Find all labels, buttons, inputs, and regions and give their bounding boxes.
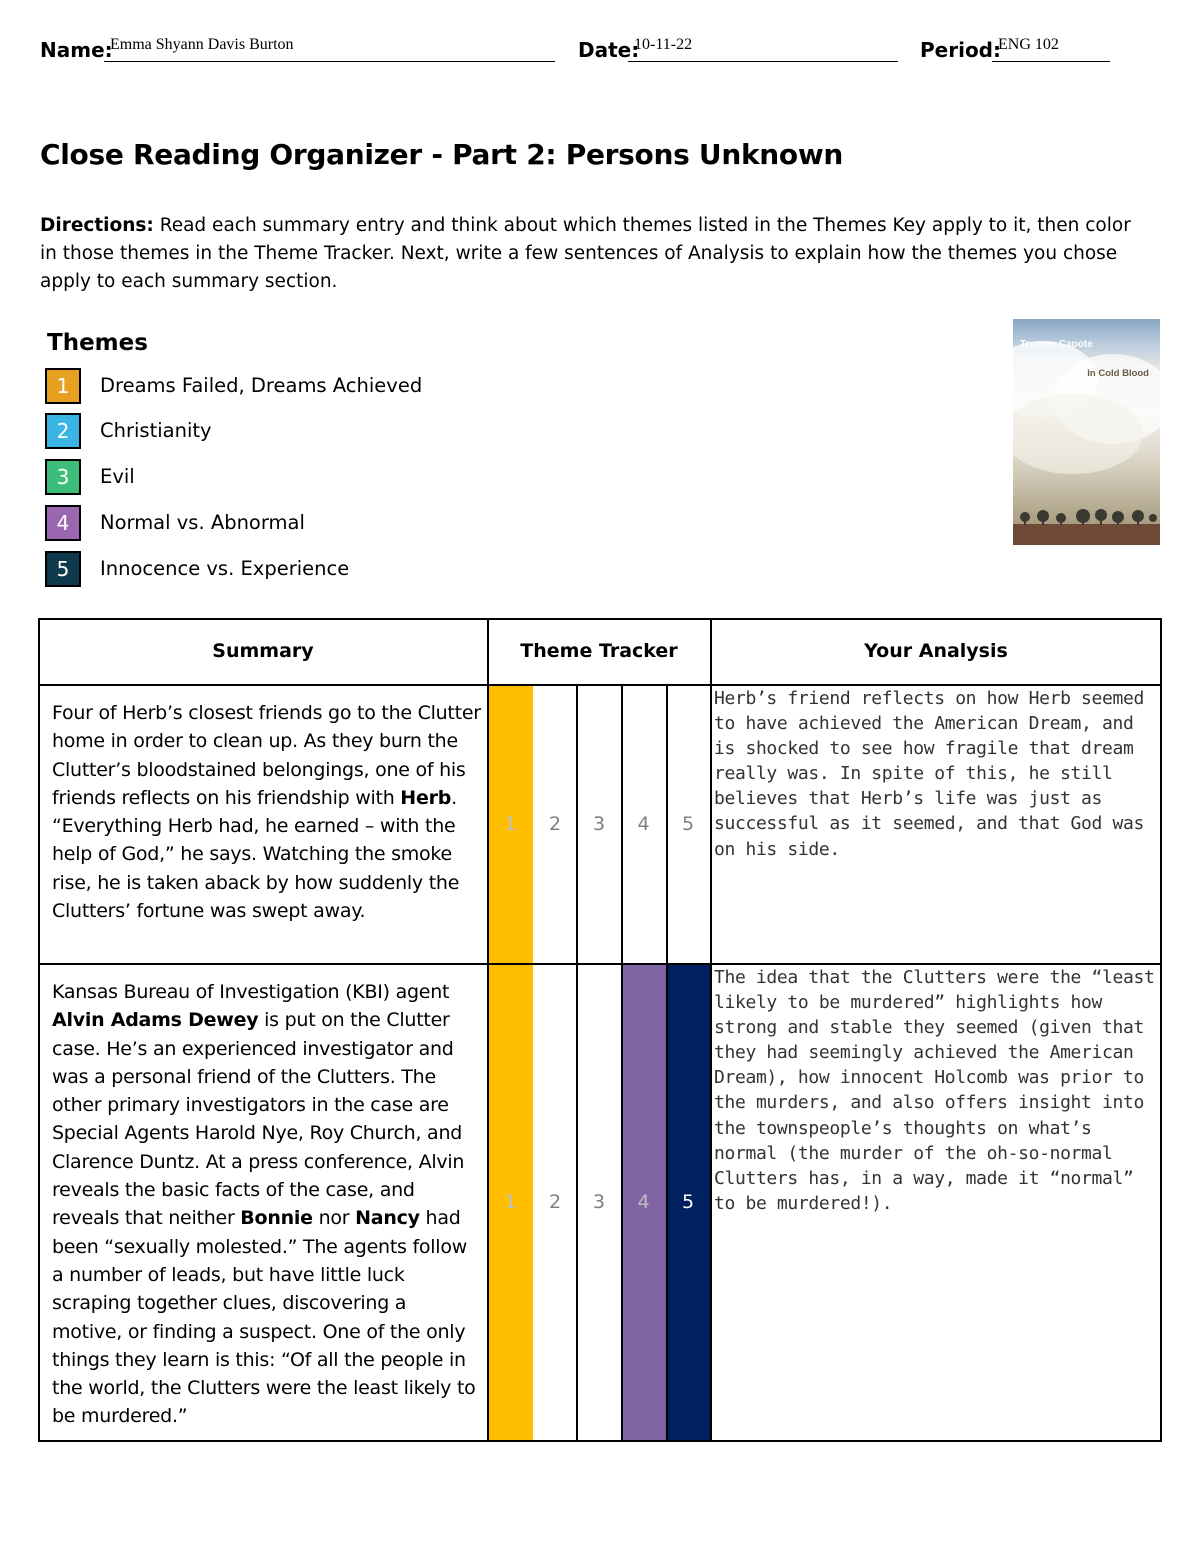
name-field[interactable]	[40, 34, 555, 66]
theme-tracker-number: 1	[504, 812, 517, 835]
organizer-table	[38, 618, 1162, 1442]
date-field[interactable]	[578, 34, 898, 66]
theme-tracker-number: 3	[592, 1191, 606, 1213]
theme-label: Normal vs. Abnormal	[100, 511, 305, 534]
theme-tracker-number: 5	[681, 1191, 695, 1213]
theme-label: Evil	[100, 465, 135, 488]
period-line	[992, 33, 1110, 62]
cover-title: In Cold Blood	[1087, 368, 1149, 379]
theme-swatch: 5	[45, 551, 81, 587]
name-label: Name:	[40, 38, 113, 62]
summary-text-segment: is put on the Clutter case. He’s an experienced investigator and was a personal friend of the Clutters. The other primary investigators in the case are Special Agents Harold Nye, Roy Church, and Clarence Duntz. At a press conference, Alvin reveals the basic facts of the case, and reveals that neither	[52, 1009, 465, 1230]
theme-label: Christianity	[100, 419, 212, 442]
cover-author: Truman Capote	[1020, 339, 1093, 350]
theme-tracker-number: 2	[548, 1191, 562, 1213]
cover-art	[1013, 319, 1160, 545]
summary-bold-text: Bonnie	[240, 1207, 313, 1230]
analysis-header: Your Analysis	[864, 640, 1008, 662]
period-field[interactable]	[920, 34, 1110, 66]
summary-text-segment: Kansas Bureau of Investigation (KBI) agent	[52, 981, 450, 1003]
directions-text: Read each summary entry and think about which themes listed in the Themes Key apply to it, then color in those themes in the Theme Tracker. Next, write a few sentences of Analysis to explain how the themes you chose apply to each summary section.	[40, 215, 1131, 292]
theme-tracker-number: 1	[504, 1191, 517, 1213]
summary-text-segment: . “Everything Herb had, he earned – with the help of God,” he says. Watching the smoke rise, he is taken aback by how suddenly the Clutters’ fortune was swept away.	[52, 786, 460, 923]
tracker-divider	[621, 685, 623, 1442]
tracker-divider	[576, 685, 578, 1442]
theme-tracker-number: 4	[637, 812, 650, 835]
summary-bold-text: Herb	[400, 786, 452, 809]
page-title: Close Reading Organizer - Part 2: Persons Unknown	[40, 138, 844, 171]
theme-label: Innocence vs. Experience	[100, 557, 350, 580]
column-divider	[710, 618, 712, 1442]
column-divider	[487, 618, 489, 1442]
theme-tracker-number: 4	[637, 1191, 650, 1213]
row-divider	[38, 963, 1162, 965]
name-line	[104, 33, 555, 62]
theme-swatch: 1	[45, 368, 81, 404]
period-label: Period:	[920, 38, 1001, 62]
period-value[interactable]: ENG 102	[998, 36, 1059, 53]
name-value[interactable]: Emma Shyann Davis Burton	[110, 36, 294, 53]
theme-swatch: 2	[45, 413, 81, 449]
analysis-text[interactable]: Herb’s friend reflects on how Herb seemed to have achieved the American Dream, and is shocked to see how fragile that dream really was. In spite of this, he still believes that Herb’s life was just as successful as it seemed, and that God was on his side.	[714, 688, 1144, 860]
directions	[40, 212, 1150, 296]
date-line	[628, 33, 898, 62]
themes-heading: Themes	[47, 330, 148, 356]
summary-text-segment: Four of Herb’s closest friends go to the Clutter home in order to clean up. As they burn the Clutter’s bloodstained belongings, one of his friends reflects on his friendship with	[52, 702, 481, 809]
summary-header: Summary	[212, 640, 314, 662]
theme-tracker-number: 3	[592, 812, 606, 835]
analysis-text[interactable]: The idea that the Clutters were the “least likely to be murdered” highlights how strong and stable they seemed (given that they had seemingly achieved the American Dream), how innocent Holcomb was prior to the murders, and also offers insight into the townspeople’s thoughts on what’s normal (the murder of the oh-so-normal Clutters has, in a way, made it “normal” to be murdered!).	[714, 967, 1155, 1214]
table-border	[38, 618, 1162, 1442]
date-label: Date:	[578, 38, 640, 62]
date-value[interactable]: 10-11-22	[634, 36, 693, 53]
theme-tracker-number: 2	[548, 812, 562, 835]
directions-lead: Directions:	[40, 215, 154, 236]
tracker-header: Theme Tracker	[520, 640, 678, 662]
summary-bold-text: Alvin Adams Dewey	[52, 1009, 259, 1032]
theme-swatch: 3	[45, 459, 81, 495]
theme-tracker-number: 5	[681, 812, 695, 835]
tracker-divider	[666, 685, 668, 1442]
book-cover-image	[1013, 319, 1160, 545]
summary-text-segment: nor	[312, 1207, 356, 1230]
row-divider	[38, 684, 1162, 686]
summary-text-segment: had been “sexually molested.” The agents follow a number of leads, but have little luck scraping together clues, discovering a motive, or finding a suspect. One of the only things they learn is this: “Of all the people in the world, the Clutters were the least likely to be murdered.”	[52, 1207, 476, 1428]
summary-bold-text: Nancy	[355, 1207, 420, 1230]
theme-label: Dreams Failed, Dreams Achieved	[100, 374, 423, 397]
theme-swatch: 4	[45, 505, 81, 541]
